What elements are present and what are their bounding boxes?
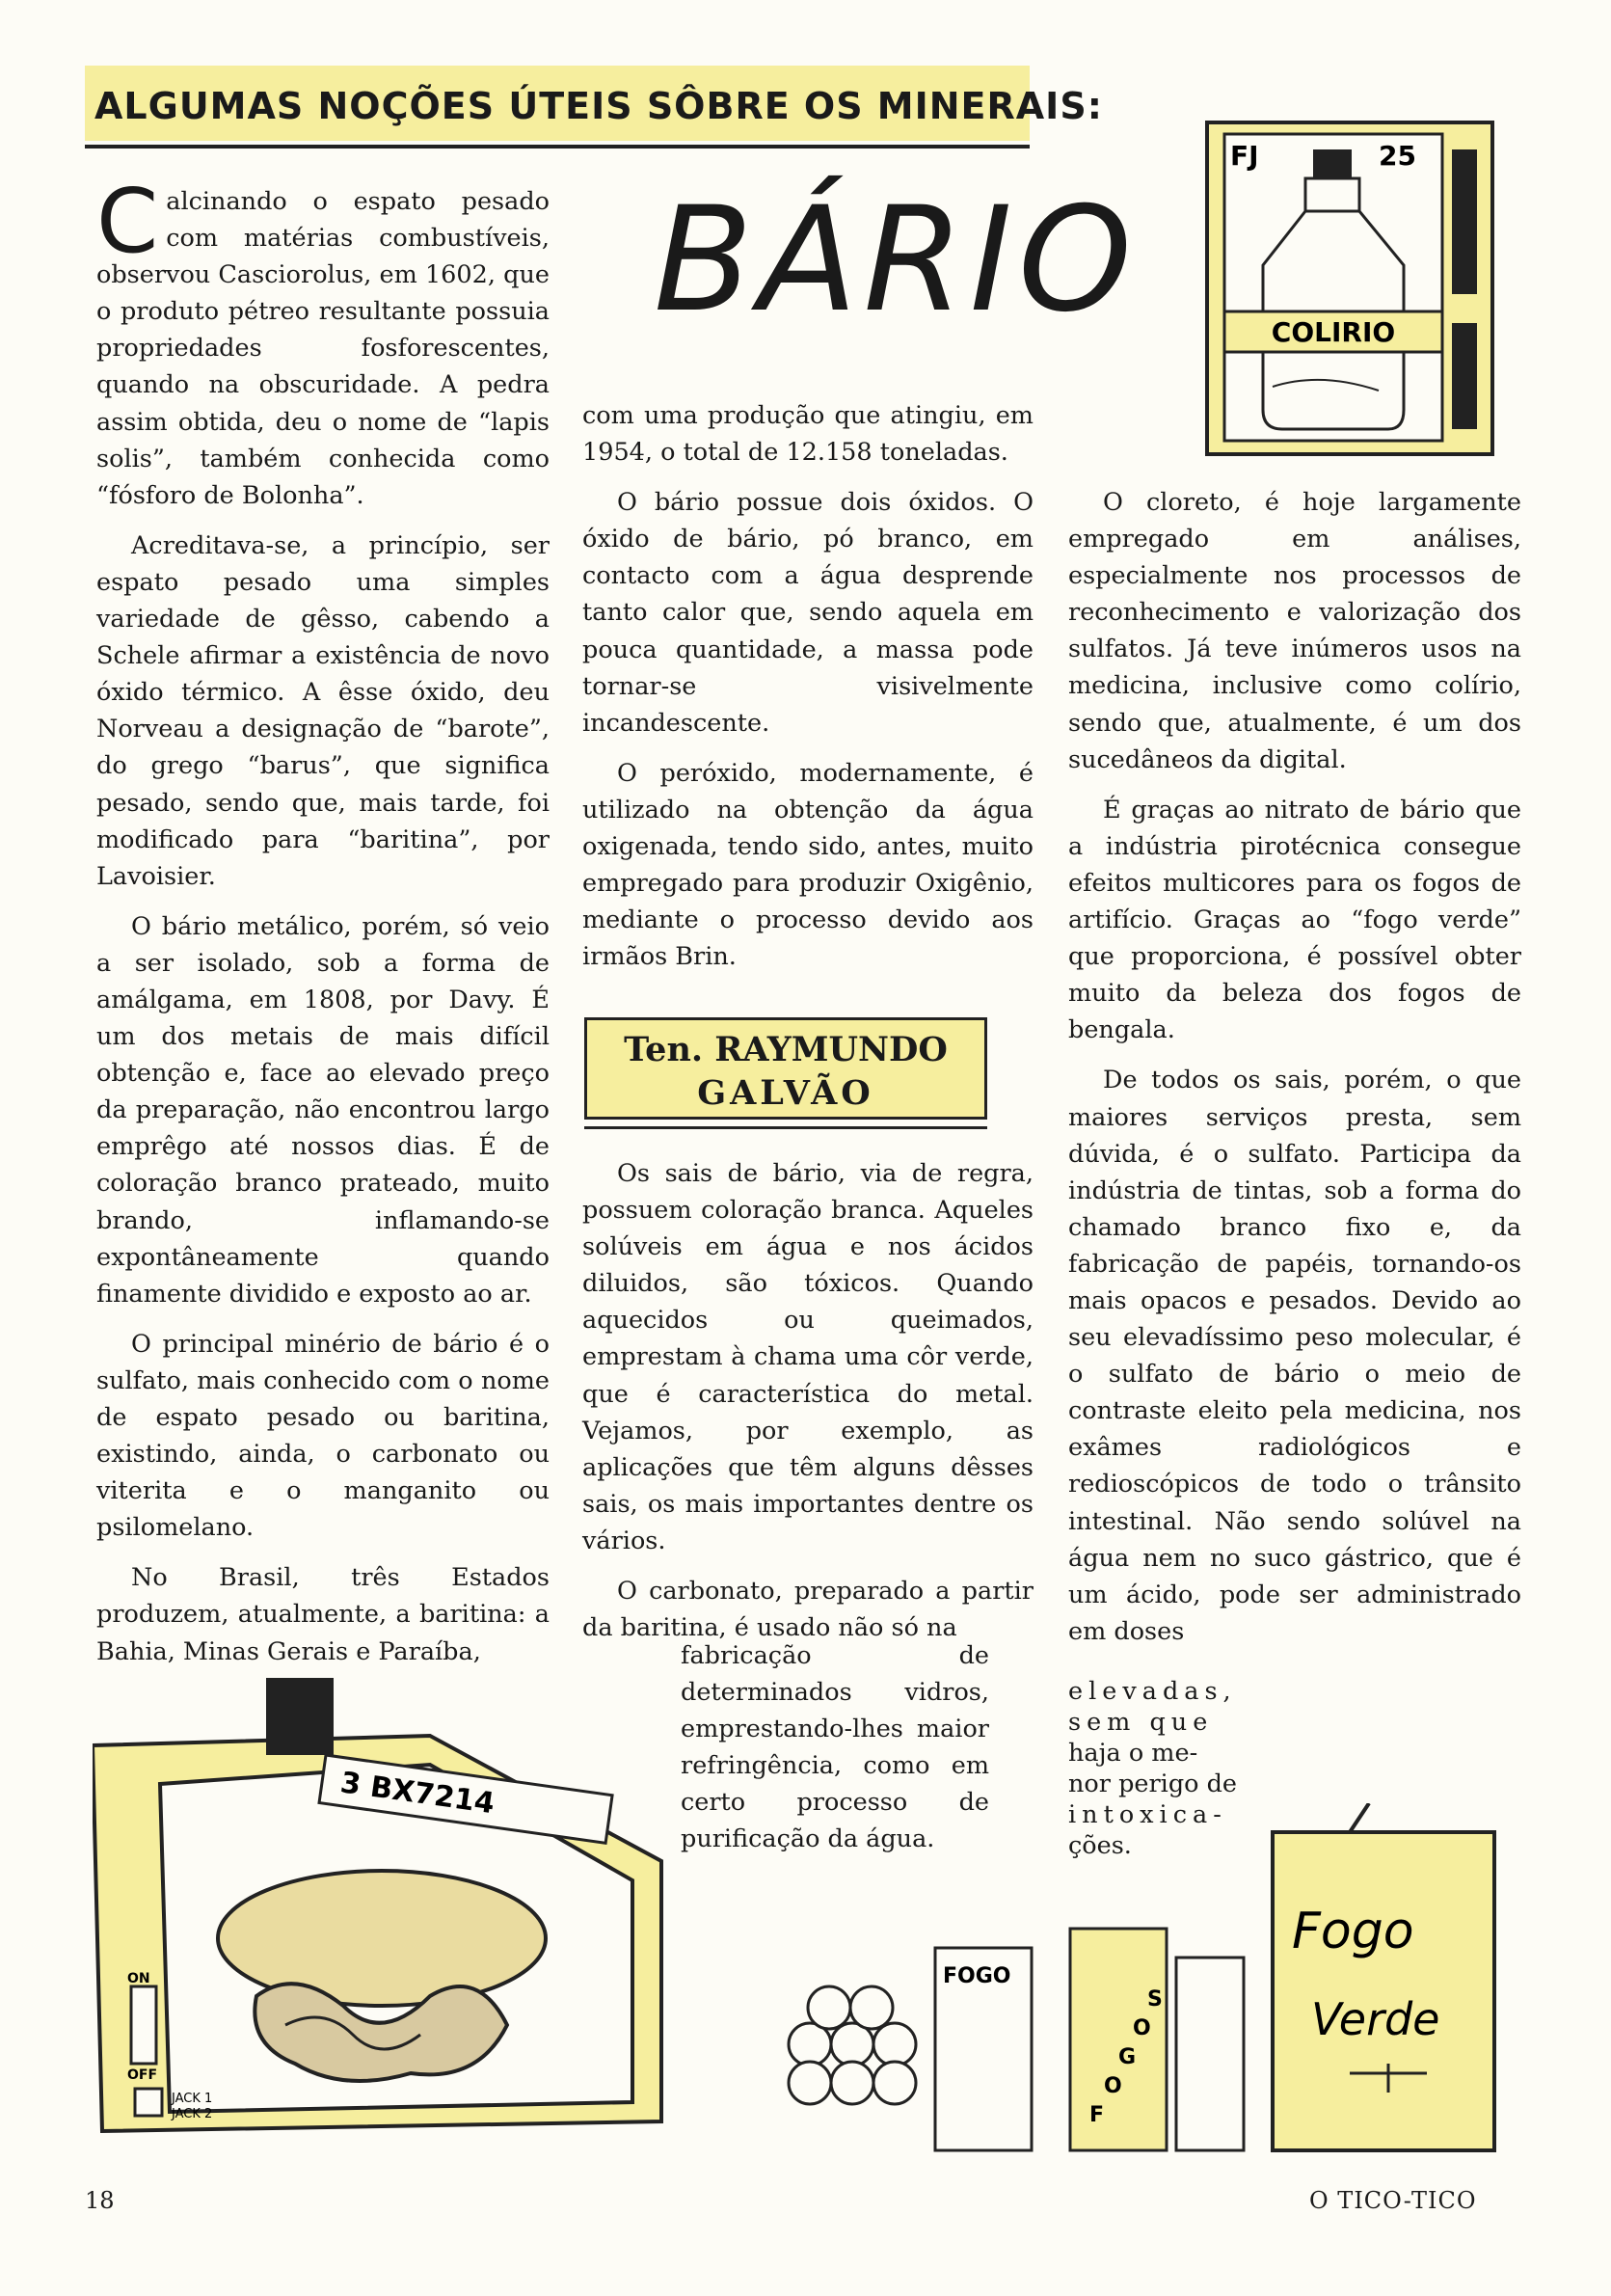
header-rule xyxy=(85,145,1030,149)
magazine-name: O TICO-TICO xyxy=(1309,2187,1477,2214)
page-number: 18 xyxy=(85,2187,115,2214)
fogo-box-text: FOGO xyxy=(943,1964,1011,1988)
fogo-verde-line1-text: Fogo xyxy=(1292,1903,1414,1960)
fogos-letter-g: G xyxy=(1118,2045,1137,2069)
article-paragraph: com uma produção que atingiu, em 1954, o total de 12.158 toneladas. xyxy=(582,401,1034,468)
article-paragraph: Os sais de bário, via de regra, possuem coloração branca. Aqueles solúveis em água e nos ácidos diluidos, são tóxicos. Quando aquecidos ou queimados, emprestam à chama uma côr verde, que é característica do metal. Vejamos, por exemplo, as aplicações que têm alguns dêsses sais, os mais importantes dentre os vários. xyxy=(582,1159,1034,1555)
article-paragraph: fabricação de determinados vidros, emprestando-lhes maior refringência, como em certo processo de purificação da água. xyxy=(681,1641,989,1854)
fogos-letter-f: F xyxy=(1089,2103,1105,2127)
colirio-label-text: COLIRIO xyxy=(1271,316,1396,348)
article-column-3 xyxy=(1068,484,1521,1650)
author-name-line1: Ten. RAYMUNDO xyxy=(624,1030,948,1069)
xray-switch-on-text: ON xyxy=(127,1971,150,1986)
article-title: BÁRIO xyxy=(654,176,1139,344)
page-header-title: ALGUMAS NOÇÕES ÚTEIS SÔBRE OS MINERAIS: xyxy=(94,85,1103,127)
colirio-price-text: 25 xyxy=(1379,140,1416,172)
xray-code-text: 3 BX7214 xyxy=(337,1766,497,1822)
xray-sign-1-text: JACK 1 xyxy=(172,2092,213,2106)
article-paragraph: O peróxido, modernamente, é utilizado na obtenção da água oxigenada, tendo sido, antes, muito empregado para produzir Oxigênio, mediante o processo devido aos irmãos Brin. xyxy=(582,758,1034,972)
fireworks-boxes-illustration xyxy=(771,1803,1504,2160)
article-column-3-tail: elevadas, sem que haja o me- nor perigo de intoxica- ções. xyxy=(1068,1677,1238,1860)
article-column-2 xyxy=(582,397,1034,988)
fogos-letter-o1: O xyxy=(1104,2074,1122,2098)
article-paragraph: Calcinando o espato pesado com matérias combustíveis, observou Casciorolus, em 1602, que o produto pétreo resultante possuia propriedades fosforescentes, quando na obscuridade. A pedra assim obtida, deu o nome de “lapis solis”, também conhecida como “fósforo de Bolonha”. xyxy=(96,170,550,510)
article-paragraph: O cloreto, é hoje largamente empregado em análises, especialmente nos processos de reconhecimento e valorização dos sulfatos. Já teve inúmeros usos na medicina, inclusive como colírio, sendo que, atualmente, é um dos sucedâneos da digital. xyxy=(1068,488,1521,774)
article-column-1 xyxy=(96,170,550,1684)
author-rule xyxy=(584,1126,987,1129)
fogo-verde-line2-text: Verde xyxy=(1311,1993,1440,2045)
author-name-line2: GALVÃO xyxy=(697,1073,874,1113)
xray-sign-2-text: JACK 2 xyxy=(172,2107,213,2121)
fogos-letter-o2: O xyxy=(1133,2016,1151,2040)
article-paragraph: O principal minério de bário é o sulfato, mais conhecido com o nome de espato pesado ou baritina, existindo, ainda, o carbonato ou viterita e o manganito ou psilomelano. xyxy=(96,1329,550,1543)
article-paragraph: No Brasil, três Estados produzem, atualmente, a baritina: a Bahia, Minas Gerais e Paraíba, xyxy=(96,1563,550,1666)
article-paragraph: O carbonato, preparado a partir da baritina, é usado não só na xyxy=(582,1577,1034,1643)
colirio-fj-text: FJ xyxy=(1230,140,1259,172)
article-paragraph: O bário metálico, porém, só veio a ser isolado, sob a forma de amálgama, em 1808, por Davy. É um dos metais de mais difícil obtenção e, face ao elevado preço da preparação, não encontrou largo emprêgo até nossos dias. É de coloração branco prateado, muito brando, inflamando-se expontâneamente quando finamente dividido e exposto ao ar. xyxy=(96,911,550,1309)
xray-cabinet-illustration xyxy=(93,1678,671,2150)
article-paragraph: É graças ao nitrato de bário que a indústria pirotécnica consegue efeitos multicores para os fogos de artifício. Graças ao “fogo verde” que proporciona, é possível obter muito da beleza dos fogos de bengala. xyxy=(1068,795,1521,1045)
fogos-letter-s: S xyxy=(1147,1987,1163,2012)
colirio-bottle-illustration xyxy=(1205,121,1494,456)
drop-cap: C xyxy=(96,170,159,273)
article-paragraph: De todos os sais, porém, o que maiores serviços presta, sem dúvida, é o sulfato. Participa da indústria de tintas, sob a forma do chamado branco fixo e, da fabricação de papéis, tornando-os mais opacos e pesados. Devido ao seu elevadíssimo peso molecular, é o sulfato de bário o meio de contraste eleito pela medicina, nos exâmes radiológicos e redioscópicos de todo o trânsito intestinal. Não sendo solúvel na água nem no suco gástrico, que é um ácido, pode ser administrado em doses xyxy=(1068,1066,1521,1646)
author-box xyxy=(584,1017,987,1120)
article-column-2-continued xyxy=(582,1155,1034,1646)
article-paragraph: O bário possue dois óxidos. O óxido de bário, pó branco, em contacto com a água desprende tanto calor que, sendo aquela em pouca quantidade, a massa pode tornar-se visivelmente incandescente. xyxy=(582,488,1034,738)
xray-switch-off-text: OFF xyxy=(127,2067,158,2083)
article-paragraph: Acreditava-se, a princípio, ser espato pesado uma simples variedade de gêsso, cabendo a Schele afirmar a existência de novo óxido térmico. A êsse óxido, deu Norveau a designação de “barote”, do grego “barus”, que significa pesado, sendo que, mais tarde, foi modificado para “baritina”, por Lavoisier. xyxy=(96,530,550,891)
